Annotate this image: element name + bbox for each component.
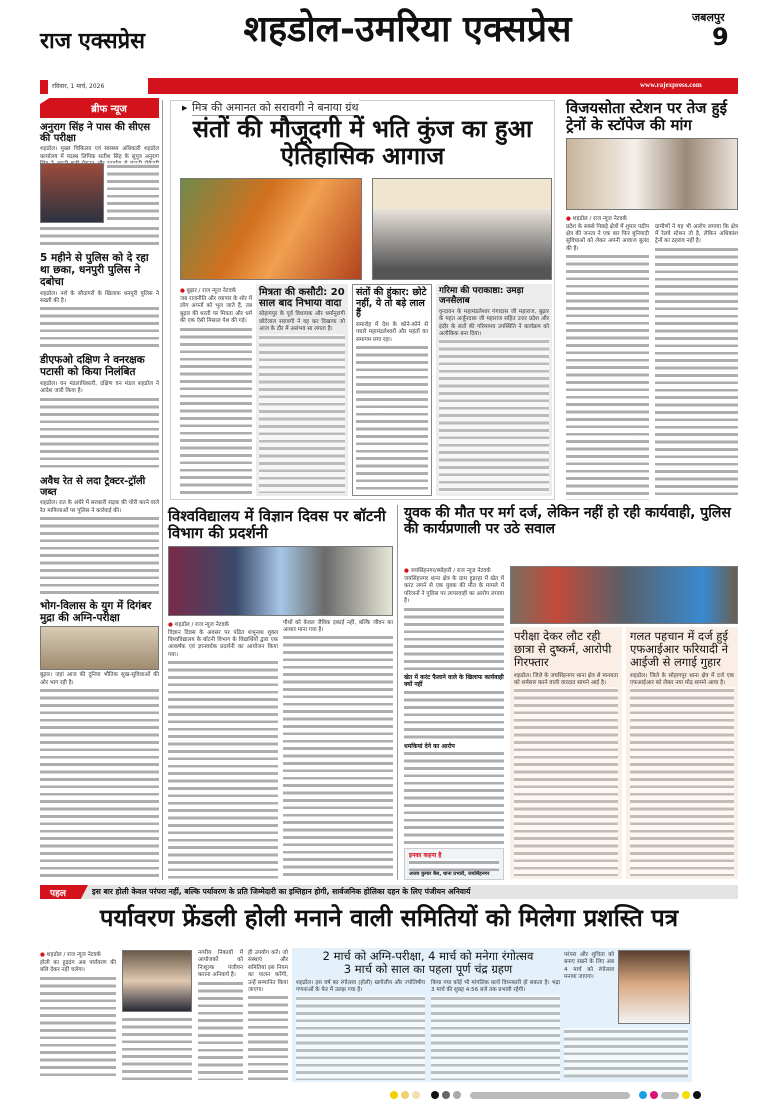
lead-kicker: मित्र की अमानत को सरावगी ने बनाया ग्रंथ	[192, 101, 359, 114]
brief-news-label: ब्रीफ न्यूज	[91, 104, 127, 115]
brief-body: शहडोल। रात के अंधेरे में सरकारी सड़क की चोरी करने वाले रेत माफियाओं पर पुलिस ने कार्रवाई की।	[40, 500, 159, 514]
brief-photo	[40, 163, 104, 223]
brief-body: शहडोल। वन मंडलाधिकारी, दक्षिण वन मंडल शहडोल ने आदेश जारी किया है।	[40, 380, 159, 395]
quote-box	[404, 848, 504, 881]
official-photo	[122, 950, 192, 1012]
eclipse-side	[564, 952, 614, 1024]
death-subhead: धमकियां देने का आरोप	[404, 742, 455, 750]
rail-text-lines	[566, 253, 649, 500]
eclipse-text-lines	[296, 995, 425, 1080]
initiative-tag-label: पहल	[50, 889, 66, 899]
death-body: जयसिंहनगर थाना क्षेत्र के ग्राम हुडरहा में खेत में करंट लगने से एक युवक की मौत के मामले में परिजनों ने पुलिस पर लापरवाही का आरोप लगाया है।	[404, 576, 504, 605]
sidebar-box	[256, 284, 348, 496]
fir-headline[interactable]: गलत पहचान में दर्ज हुई एफआईआर फरियादी ने आईजी से लगाई गुहार	[630, 629, 729, 669]
science-text-lines	[168, 659, 278, 880]
death-dateline: ● जयसिंहनगर/ब्योहारी / राज न्यूज नेटवर्क	[404, 566, 504, 574]
sub-headline[interactable]: संतों की हुंकार: छोटे नहीं, ये तो बड़े लाल हैं	[356, 287, 427, 320]
brief-body: शहडोल। मुख्य चिकित्सा एवं स्वास्थ्य अधिकारी शहडोल कार्यालय में पदस्थ लिपिक सतीश सिंह के सुपुत्र अनुराग	[40, 146, 159, 160]
lead-body: जब राजनीति और व्यापार के शोर में लोग अपनों को भूल जाते हैं, तब बुढ़ार की धरती पर मित्रता और धर्म की एक ऐसी मिसाल पेश की गई।	[180, 296, 252, 325]
sidebar-box	[352, 284, 432, 496]
brief-headline[interactable]: अनुराग सिंह ने पास की सीएस की परीक्षा	[40, 122, 151, 145]
brief-headline[interactable]: भोग-विलास के युग में दिगंबर मुद्रा की अग्नि-परीक्षा	[40, 599, 152, 624]
eclipse-col	[431, 980, 560, 1080]
edition-city: जबलपुर	[692, 11, 725, 24]
brief-headline[interactable]: 5 महीने से पुलिस को दे रहा था छका, धनपुरी पुलिस ने दबोचा	[40, 252, 149, 288]
eclipse-body: किया गया कोई भी मांगलिक कार्य विघ्नकारी हो सकता है। भद्रा 3 मार्च की सुबह 4:56 बजे तक प्रभावी रहेगी।	[431, 979, 560, 994]
quote-text-lines	[409, 859, 499, 871]
eclipse-headline[interactable]: 3 मार्च को साल का पहला पूर्ण चंद्र ग्रहण	[343, 961, 513, 976]
quote-attribution: अजय कुमार बैस, थाना प्रभारी, जयसिंहनगर	[409, 870, 490, 877]
holi-col	[40, 950, 116, 1080]
science-dateline: ● शहडोल / राज न्यूज नेटवर्क	[168, 620, 278, 628]
rail-story	[566, 100, 738, 500]
death-text-lines	[404, 606, 504, 672]
website-link[interactable]: www.rajexpress.com	[640, 81, 702, 89]
brief-text-lines	[40, 305, 159, 349]
brief-text-lines	[107, 163, 159, 223]
exam-story-box	[510, 627, 622, 879]
brief-column	[40, 98, 159, 880]
brief-body: शहडोल। नशे के सौदागरों के खिलाफ धनपुरी पुलिस ने सख्ती की है।	[40, 290, 159, 305]
brief-text-lines	[40, 396, 159, 470]
holi-body: होली का हुड़दंग अब पर्यावरण की बलि देकर नहीं चलेगा।	[40, 960, 116, 974]
issue-date: रविवार, 1 मार्च, 2026	[52, 83, 105, 90]
holi-text-lines	[198, 980, 243, 1080]
brief-text-lines	[40, 687, 159, 880]
science-headline[interactable]: विश्वविद्यालय में विज्ञान दिवस पर बॉटनी विभाग की प्रदर्शनी	[168, 507, 386, 542]
eclipse-body: परंपरा और शुचिता को बनाए रखने के लिए अब 4 मार्च को रंगोत्सव मनाया जाएगा।	[564, 952, 614, 981]
lead-photo-saints	[180, 178, 362, 280]
brief-text-lines	[40, 225, 159, 247]
lead-body-column	[180, 286, 252, 494]
column-rule	[162, 100, 163, 880]
lead-headline[interactable]: संतों की मौजूदगी में भति कुंज का हुआ ऐतिहासिक आगाज	[192, 115, 533, 170]
brief-headline[interactable]: अवैध रेत से लदा ट्रैक्टर-ट्रॉली जब्त	[40, 475, 146, 498]
sub-body: समारोह में देश के कोने-कोने से पधारे महामंडलेश्वरों और महंतों का समागम लगा रहा।	[356, 321, 428, 343]
science-body: विज्ञान दिवस के अवसर पर पंडित शंभूनाथ शुक्ल विश्वविद्यालय के बॉटनी विभाग के विद्यार्थियों द्वारा एक आकर्षक एवं ज्ञानवर्धक प्रदर्शनी का आयोजन किया गया।	[168, 629, 278, 658]
science-col	[283, 620, 393, 880]
rail-columns	[566, 224, 738, 500]
sub-headline[interactable]: गरिमा की पराकाष्ठा: उमड़ा जनसैलाब	[439, 286, 524, 306]
holi-headline[interactable]: पर्यावरण फ्रेंडली होली मनाने वाली समितियों को मिलेगा प्रशस्ति पत्र	[99, 904, 679, 932]
science-text-lines	[283, 634, 393, 880]
quote-label: इनका कहना है	[409, 851, 442, 859]
brief-photo	[40, 626, 159, 670]
rail-col	[566, 224, 649, 500]
science-columns	[168, 620, 393, 880]
death-story-column	[404, 566, 504, 880]
rail-col	[655, 224, 738, 500]
science-col	[168, 620, 278, 880]
exam-body: शहडोल। जिले के जयसिंहनगर थाना क्षेत्र से मानवता को शर्मसार करने वाली वारदात सामने आई है।	[514, 672, 618, 687]
sidebar-box	[436, 284, 552, 496]
eclipse-col	[296, 980, 425, 1080]
rail-text-lines	[655, 246, 738, 500]
brief-text-lines	[40, 515, 159, 595]
holi-body: ही उपयोग करें। जो संस्थाएं और समितियां इस नियम का पालन करेंगी, उन्हें सम्मानित किया जाएगा।	[248, 950, 288, 994]
science-photo	[168, 546, 393, 616]
holi-col	[248, 950, 288, 1080]
sub-text-lines	[439, 338, 549, 493]
brief-body: बुढ़ार। जहां आज की दुनिया भौतिक सुख-सुविधाओं की ओर भाग रही है।	[40, 672, 159, 686]
eclipse-body: शहडोल। इस वर्ष का रंगोत्सव (होली) खगोलीय और ज्योतिषीय गणनाओं के फेर में उलझ गया है।	[296, 979, 425, 994]
death-family-photo	[510, 566, 738, 624]
science-story	[168, 508, 393, 880]
holi-body: नगरीय निकायों में आयोजकों को निःशुल्क पंजीयन कराना अनिवार्य है।	[198, 950, 243, 979]
holi-dateline: ● शहडोल / राज न्यूज नेटवर्क	[40, 950, 116, 958]
kicker-arrow-icon: ▶	[182, 104, 188, 112]
death-text-lines	[404, 689, 504, 741]
rail-body: ग्रामीणों ने यह भी आरोप लगाया कि क्षेत्र में रेलवे स्टेशन तो है, लेकिन अधिकांश ट्रेनों का ठहराव नहीं है।	[655, 223, 738, 245]
death-headline[interactable]: युवक की मौत पर मर्ग दर्ज, लेकिन नहीं हो रही कार्यवाही, पुलिस की कार्यप्रणाली पर उठे सवाल	[404, 505, 731, 537]
eclipse-text-lines	[431, 995, 560, 1080]
sub-text-lines	[356, 344, 428, 492]
eclipse-headline[interactable]: 2 मार्च को अग्नि-परीक्षा, 4 मार्च को मनेगा रंगोत्सव	[322, 949, 534, 963]
rail-photo	[566, 138, 738, 210]
holi-col	[198, 950, 243, 1080]
exam-headline[interactable]: परीक्षा देकर लौट रही छात्रा से दुष्कर्म, आरोपी गिरफ्तार	[514, 629, 612, 669]
page-number: 9	[712, 23, 729, 51]
fir-text-lines	[630, 687, 734, 876]
registration-marks	[390, 1090, 740, 1100]
science-body: पौधों को केवल जैविक इकाई नहीं, बल्कि जीवन का आधार माना गया है।	[283, 619, 393, 633]
pandit-photo	[618, 950, 690, 1024]
brief-photo-row	[40, 163, 159, 223]
fir-body: शहडोल। जिले के सोहागपुर थाना क्षेत्र में दर्ज एक एफआईआर को लेकर नया मोड़ सामने आया है।	[630, 672, 734, 687]
lead-dateline: ● बुढ़ार / राज न्यूज नेटवर्क	[180, 286, 252, 294]
exam-text-lines	[514, 687, 618, 876]
sub-body: वृन्दावन के महामंडलेश्वर गंगादास जी महाराज, बुढ़ार के महंत अर्जुनदास जी महाराज सहित उत्तर प्रदेश और इंदौर के संतों की गरिमामय उपस्थिति ने कार्यक्रम को अलौकिक बना दिया।	[439, 308, 549, 337]
eclipse-columns	[296, 980, 560, 1080]
rail-headline[interactable]: विजयसोता स्टेशन पर तेज हुई ट्रेनों के स्टॉपेज की मांग	[566, 99, 727, 134]
column-rule	[397, 505, 398, 880]
holi-text-lines	[40, 975, 116, 1080]
fir-story-box	[626, 627, 738, 879]
holi-text-lines	[122, 1016, 192, 1080]
sub-headline[interactable]: मित्रता की कसौटी: 20 साल बाद निभाया वादा	[259, 287, 345, 310]
lead-photo-stage	[372, 178, 552, 280]
death-subhead: खेत में करंट फैलाने वाले के खिलाफ कार्यवाही क्यों नहीं	[404, 673, 504, 689]
eclipse-text-lines	[564, 1028, 688, 1078]
lead-text-lines	[180, 326, 252, 494]
death-text-lines	[404, 750, 504, 845]
holi-text-lines	[248, 994, 288, 1080]
sub-text-lines	[259, 334, 345, 493]
rail-body: प्रदेश के सबसे पिछड़े क्षेत्रों में शुमार पठीप क्षेत्र की जनता ने एक बार फिर बुनियादी सुविधाओं को लेकर अपनी आवाज बुलंद की है।	[566, 223, 649, 252]
eclipse-main	[296, 950, 560, 1080]
brand-bar	[40, 80, 48, 94]
rail-dateline: ● शहडोल / राज न्यूज नेटवर्क	[566, 214, 738, 222]
brief-headline[interactable]: डीएफओ दक्षिण ने वनरक्षक पटासी को किया निलंबित	[40, 354, 145, 379]
edition-title: शहडोल-उमरिया एक्सप्रेस	[243, 9, 572, 50]
holi-strap: इस बार होली केवल परंपरा नहीं, बल्कि पर्यावरण के प्रति जिम्मेदारी का इम्तिहान होगी, सार्वजनिक होलिका दहन के लिए पंजीयन अनिवार्य	[92, 887, 471, 896]
brand-logo: राज एक्सप्रेस	[40, 29, 145, 54]
sub-body: सोहागपुर के पूर्व विधायक और धर्मानुरागी छोटेलाल सरावगी ने वह कर दिखाया जो आज के दौर में असंभव सा लगता है।	[259, 311, 345, 333]
brief-news-header	[40, 98, 159, 118]
